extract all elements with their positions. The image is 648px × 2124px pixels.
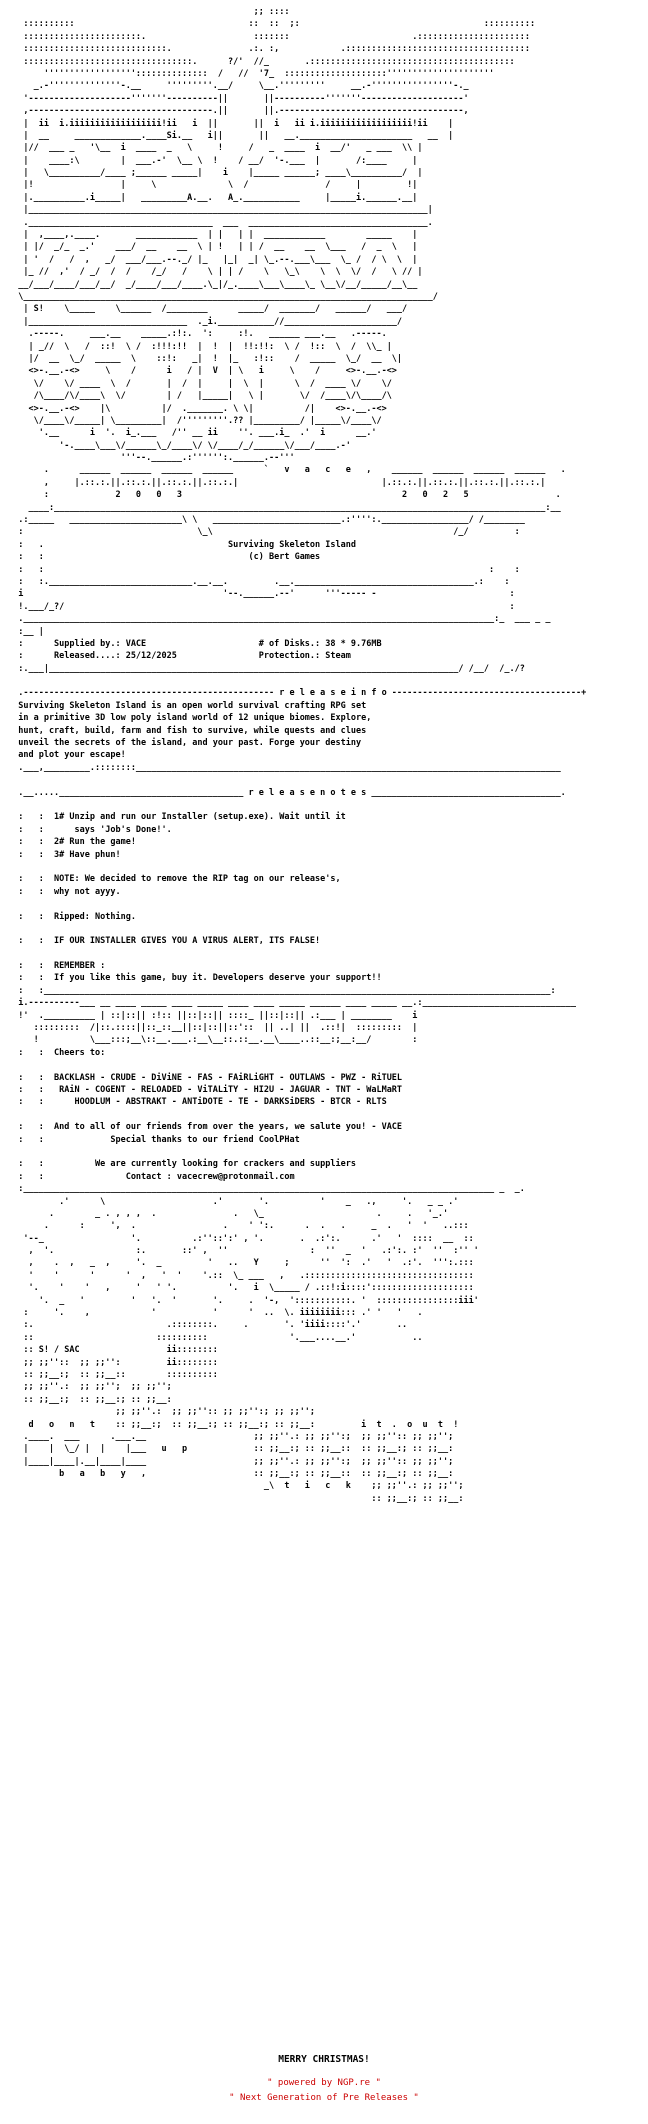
release-step: : : 1# Unzip and run our Installer (setup.exe). Wait until it bbox=[8, 812, 346, 823]
art-line: :::::::::: :: :: ;: :::::::::: bbox=[8, 19, 541, 30]
art-line: |____|____|.__|____|____ ;; ;;''.: ;; ;;'':; ;; ;;'':: ;; ;;''; bbox=[8, 1456, 479, 1467]
release-step: : : says 'Job's Done!'. bbox=[8, 824, 172, 835]
merry-christmas: MERRY CHRISTMAS! bbox=[278, 2054, 370, 2065]
ripped-line: : : Ripped: Nothing. bbox=[8, 911, 136, 922]
release-title: : . Surviving Skeleton Island bbox=[8, 539, 356, 550]
blank-line bbox=[8, 774, 640, 786]
art-line: | S! \_____ \______ /________ _____/ _______/ ______/ ___/ bbox=[8, 304, 500, 315]
art-line: | \__________/____ ;______ _____| i |_____ ______; ____\__________/ | bbox=[8, 168, 510, 179]
release-info-text: and plot your escape! bbox=[8, 750, 126, 761]
salute-line: : : And to all of our friends from over the years, we salute you! - VACE bbox=[8, 1122, 403, 1133]
art-bottom bbox=[8, 1196, 640, 1506]
group-list: : : BACKLASH - CRUDE - DiViNE - FAS - FAiRLiGHT - OUTLAWS - PWZ - RiTUEL bbox=[8, 1072, 403, 1083]
art-line: :__ | bbox=[8, 626, 44, 637]
art-line: _.-''''''''''''''-.__ '''''''''.__/ \__.''''''''' __.-''''''''''''''''-._ bbox=[8, 81, 536, 92]
art-line: ____:________________________________________________________________________________________________:__ bbox=[8, 502, 571, 513]
art-line: i '--.______.--' '''----- - : bbox=[8, 589, 515, 600]
release-info-text: in a primitive 3D low poly island world of 12 unique biomes. Explore, bbox=[8, 713, 372, 724]
art-line: '--_ '. .:''::':' , '. . .:':. .' ' :::: __ :: bbox=[8, 1233, 474, 1244]
art-line: .____. ___ .___.__ ;; ;;''.: ;; ;;'':; ;; ;;'':: ;; ;;''; bbox=[8, 1431, 479, 1442]
cheers-label: : : Cheers to: bbox=[8, 1047, 106, 1058]
vace-logo-line: i.----------___ __ ____ _____ ____ _____ ____ ____ _____ ______ ____ _____ __.:______________________________ bbox=[8, 998, 582, 1009]
art-line: :: S! / SAC ii:::::::: bbox=[8, 1345, 474, 1356]
art-line: : '. , ' ' ' .. \. iiiiiiii::: .' ' ' . bbox=[8, 1308, 459, 1319]
art-line: : : : : bbox=[8, 564, 520, 575]
art-line: _\ t i c k ;; ;;''.: ;; ;;''; bbox=[8, 1481, 479, 1492]
art-line: __/___/____/___/__/ _/____/___/____.\_|/_.____\___\____\_ \__\/__/_____/__\__ bbox=[8, 279, 495, 290]
art-line: .' \ .' '. ' _ ., '. _ _ .' bbox=[8, 1196, 469, 1207]
art-line: :::::::::::::::::::::::::::::::::. ?/' //_ .:::::::::::::::::::::::::::::::::::::::: bbox=[8, 56, 541, 67]
art-line: !.___/_?/ : bbox=[8, 601, 515, 612]
art-line: | | \_/ | | |___ u p :: ;;__:; :: ;;__:: :: ;;__:; :: ;;__: bbox=[8, 1444, 479, 1455]
art-line: . : ', . . ' ':. . . . _ . ' ' ..::: bbox=[8, 1221, 469, 1232]
art-line: ::::::::::::::::::::::::::::. .:. :, .:::::::::::::::::::::::::::::::::::: bbox=[8, 44, 541, 55]
art-line: .-----. ___.__ _____.:!:. ': :!. ______ ___.__ .-----. bbox=[8, 329, 515, 340]
art-line: | |/ _/_ _.' ___/ __ __ \ | ! | | / __ __ \___ / _ \ | bbox=[8, 242, 500, 253]
supplied-line: : Supplied by.: VACE # of Disks.: 38 * 9.76MB bbox=[8, 638, 382, 649]
art-line: b a b y , :: ;;__:; :: ;;__:: :: ;;__:; :: ;;__: bbox=[8, 1469, 479, 1480]
contact-line: : : We are currently looking for crackers and suppliers bbox=[8, 1159, 356, 1170]
art-line: '''''''''''''''''':::::::::::::: / // '7_ ::::::::::::::::::::''''''''''''''''''''' bbox=[8, 68, 541, 79]
art-line: : :.____________________________.__.__. .__.___________________________________.: : bbox=[8, 576, 510, 587]
release-info-header: .------------------------------------------------- r e l e a s e i n f o -------------------------------------+ bbox=[8, 688, 587, 699]
art-line: | ,____,.____. ____________ | | | | ____________ _____ | bbox=[8, 230, 500, 241]
blank-line bbox=[8, 923, 640, 935]
art-line: '''--.______.:'''''':.______.--''' bbox=[8, 453, 505, 464]
release-notes-header: .__.....____________________________________ r e l e a s e n o t e s _____________________________________. bbox=[8, 787, 566, 798]
group-list: : : RAiN - COGENT - RELOADED - ViTALiTY - HI2U - JAGUAR - TNT - WaLMaRT bbox=[8, 1084, 403, 1095]
remember-line: : : REMEMBER : bbox=[8, 961, 106, 972]
group-list: : : HOODLUM - ABSTRAKT - ANTiDOTE - TE - DARKSiDERS - BTCR - RLTS bbox=[8, 1097, 387, 1108]
art-line: |_______________________________ ._i.___________//______________________/ bbox=[8, 316, 505, 327]
art-top bbox=[8, 6, 640, 217]
art-line: /\____/\/____\ \/ | / |_____| \ | \/ /____\/\____/\ bbox=[8, 391, 500, 402]
art-line: \________________________________________________________________________________/ bbox=[8, 291, 505, 302]
art-line: :::::::::::::::::::::::. ::::::: .:::::::::::::::::::::: bbox=[8, 31, 541, 42]
contact-line: : : Contact : vacecrew@protonmail.com bbox=[8, 1171, 295, 1182]
art-line: :.___|________________________________________________________________________________/ /__/ /_./? bbox=[8, 663, 536, 674]
art-line: <>-.__.-<> |\ |/ ._______. \ \| /| <>-.__.-<> bbox=[8, 403, 500, 414]
blank-line bbox=[8, 1059, 640, 1071]
release-note: : : why not ayyy. bbox=[8, 886, 121, 897]
salute-line: : : Special thanks to our friend CoolPHat bbox=[8, 1134, 300, 1145]
art-line: |! | \ \ / / | !| bbox=[8, 180, 505, 191]
art-line: <>-.__.-<> \ / i / | V | \ i \ / <>-.__.-<> bbox=[8, 366, 500, 377]
art-line: |.__________.i_____| _________A.__. A_.___________ |_____i.______.__| bbox=[8, 192, 505, 203]
art-line: d o n t :: ;;__:; :: ;;__:; :: ;;__:; :: ;;__: i t . o u t ! bbox=[8, 1419, 484, 1430]
art-line: .____________________________________________________________________________________________:_ ___ _ _ bbox=[8, 614, 551, 625]
released-line: : Released....: 25/12/2025 Protection.: Steam bbox=[8, 651, 351, 662]
next-generation: " Next Generation of Pre Releases " bbox=[229, 2093, 419, 2103]
vace-logo-line: ! \___:::;__\::__.___.:__\__::.::__.__\____..::__:;__:__/ : bbox=[8, 1035, 418, 1046]
art-line: | ' / / , _/ ___/___.--._/ |_ |_| _| \_.--.___\___ \_ / / \ \ | bbox=[8, 254, 500, 265]
art-line: : 2 0 0 3 2 0 2 5 . bbox=[8, 490, 571, 501]
art-line: . _ . , , , . . \_ . . '_.' bbox=[8, 1208, 469, 1219]
release-note: : : NOTE: We decided to remove the RIP tag on our release's, bbox=[8, 874, 341, 885]
art-line: '-.____\___\/______\_/____\/ \/____/_/______\/___/____.-' bbox=[8, 440, 500, 451]
blank-line bbox=[8, 1109, 640, 1121]
art-line: :: :::::::::: '.___....__.' .. bbox=[8, 1332, 464, 1343]
art-line: :: ;;__:; :: ;;__:: :::::::::: bbox=[8, 1369, 474, 1380]
art-line: |______________________________________________________________________________| bbox=[8, 205, 520, 216]
release-info-section bbox=[8, 687, 640, 786]
release-info-text: unveil the secrets of the island, and your past. Forge your destiny bbox=[8, 738, 362, 749]
art-line: '. _ ' ' '. ' '. . '-, ':::::::::::. ' ::::::::::::::::iii' bbox=[8, 1295, 479, 1306]
art-line: :. .::::::::. . '. 'iiii::::'.' .. bbox=[8, 1320, 464, 1331]
art-line: ;; ;;''.: ;; ;;'':: ;; ;;'':; ;; ;;''; bbox=[8, 1407, 484, 1418]
virus-warning: : : IF OUR INSTALLER GIVES YOU A VIRUS ALERT, ITS FALSE! bbox=[8, 936, 321, 947]
art-line: .____________________________________ ___ ___________________________________. bbox=[8, 217, 515, 228]
art-line: |/ __ \_/ _____ \ ::!: _| ! |_ :!:: / _____ \_/ __ \| bbox=[8, 353, 500, 364]
release-step: : : 2# Run the game! bbox=[8, 837, 136, 848]
art-line: '--------------------'''''''----------|| ||----------'''''''--------------------' bbox=[8, 93, 536, 104]
release-notes-section bbox=[8, 787, 640, 998]
greetings-section bbox=[8, 997, 640, 1195]
art-line: .___,_________.::::::::___________________________________________________________________________________ bbox=[8, 762, 561, 773]
blank-line bbox=[8, 675, 640, 687]
art-line: ;; ;;'':: ;; ;;'': ii:::::::: bbox=[8, 1357, 474, 1368]
art-line: | _// \ / ::! \ / :!!!:!! | ! | !!:!!: \ / !:: \ / \\_ | bbox=[8, 341, 490, 352]
art-line: :: ;;__:; :: ;;__: bbox=[8, 1493, 479, 1504]
art-line: '.__ i '. i_.___ /'' __ ii ''. ___.i_ .' i __.' bbox=[8, 428, 510, 439]
art-line: :: ;;__:; :: ;;__:; :: ;;__: bbox=[8, 1394, 479, 1405]
art-line: :____________________________________________________________________________________________ _ _. bbox=[8, 1184, 536, 1195]
vace-logo-line: !' .__________ | ::|::|| :!:: ||::|::|| ::::_ ||::|::|| .:___ | ________ i bbox=[8, 1010, 418, 1021]
art-line: : \_\ /_/ : bbox=[8, 527, 520, 538]
art-line: '. ' ' , ' ' '. '. i \_____ / .::!:i::::':::::::::::::::::::: bbox=[8, 1283, 474, 1294]
art-year-row bbox=[8, 464, 640, 514]
art-line: , . , _ , '. _ ' .. Y ; '' ': .' ' .:'. ''':.::: bbox=[8, 1258, 474, 1269]
art-middle bbox=[8, 217, 640, 465]
art-line: | __ _____________.____Si.__ i|| || __.______________________ __ | bbox=[8, 130, 541, 141]
art-line: , '. :. ::' , '' : '' _ ' .:':. :' '' :'' ' bbox=[8, 1246, 479, 1257]
art-line: .:_____ ______________________\ \ _________________________.:'''':._________________/ /________ bbox=[8, 515, 525, 526]
art-line: ' ' ' ' , ' ' '.:: \_ ___ , .::::::::::::::::::::::::::::::::: bbox=[8, 1270, 474, 1281]
blank-line bbox=[8, 898, 640, 910]
art-line: | ____:\ | ___.-' \__ \ ! / __/ '-.___ | /:____ | bbox=[8, 155, 505, 166]
art-line: \/ \/ ____ \ / | / | | \ | \ / ____ \/ \/ bbox=[8, 378, 500, 389]
release-info-text: Surviving Skeleton Island is an open world survival crafting RPG set bbox=[8, 700, 367, 711]
art-title-box bbox=[8, 514, 640, 687]
blank-line bbox=[8, 948, 640, 960]
release-step: : : 3# Have phun! bbox=[8, 849, 121, 860]
art-line: |_ // ,' / _/ / / /_/ / \ | | / \ \_\ \ \ \/ / \ // | bbox=[8, 267, 505, 278]
art-line: |// ___ _ '\__ i ____ _ \ ! / _ ____ i __/' _ ___ \\ | bbox=[8, 143, 510, 154]
nfo-art-document bbox=[8, 6, 640, 1505]
blank-line bbox=[8, 861, 640, 873]
release-developer: : : (c) Bert Games bbox=[8, 552, 321, 563]
blank-line bbox=[8, 1146, 640, 1158]
art-line: | ii i.iiiiiiiiiiiiiiiiii!ii i || || i ii i.iiiiiiiiiiiiiiiiii!ii | bbox=[8, 118, 541, 129]
vace-logo-line: ::::::::: /|::.::::||::_::__||::|::||::':: || ..| || .::!| ::::::::: | bbox=[8, 1023, 418, 1034]
art-line: : :___________________________________________________________________________________________________: bbox=[8, 985, 556, 996]
powered-by: " powered by NGP.re " bbox=[267, 2078, 381, 2088]
art-line: ;; :::: bbox=[8, 7, 536, 17]
blank-line bbox=[8, 799, 640, 811]
release-info-text: hunt, craft, build, farm and fish to survive, while quests and clues bbox=[8, 725, 367, 736]
art-line: . ______ ______ ______ ______ ` v a c e , ______ ______ ______ ______ . bbox=[8, 465, 577, 476]
art-line: , |.::.:.||.::.:.||.::.:.||.::.:.| |.::.:.||.::.:.||.::.:.||.::.:.| bbox=[8, 477, 566, 488]
art-line: ,------------------------------------.|| ||.------------------------------------, bbox=[8, 106, 536, 117]
art-line: ;; ;;''.: ;; ;;''; ;; ;;''; bbox=[8, 1382, 479, 1393]
remember-line: : : If you like this game, buy it. Developers deserve your support!! bbox=[8, 973, 382, 984]
art-line: \/____\/_____| \_________| /'''''''''.?? |_________/ |_____\/____\/ bbox=[8, 415, 500, 426]
